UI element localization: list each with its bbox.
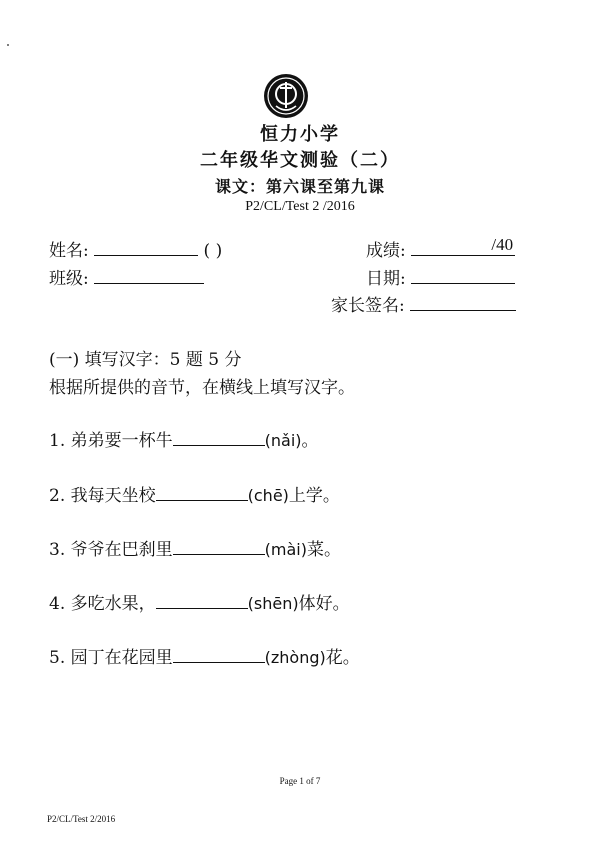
question-text: 我每天坐校 bbox=[70, 486, 156, 506]
lesson-range: 课文：第六课至第九课 bbox=[214, 177, 385, 196]
answer-blank[interactable] bbox=[173, 648, 265, 663]
question-text: 弟弟要一杯牛 bbox=[70, 431, 173, 451]
pinyin-hint: (mài) bbox=[264, 540, 307, 559]
question-text: 多吃水果， bbox=[70, 594, 156, 614]
name-field bbox=[49, 236, 222, 261]
answer-blank[interactable] bbox=[173, 431, 265, 446]
score-blank[interactable] bbox=[411, 235, 515, 256]
pinyin-hint: (shēn) bbox=[247, 594, 299, 613]
name-label: 姓名: bbox=[49, 241, 89, 261]
question-text-after: 菜。 bbox=[306, 540, 341, 560]
school-logo-icon bbox=[262, 72, 310, 120]
pinyin-hint: (nǎi) bbox=[264, 431, 302, 450]
score-label: 成绩: bbox=[366, 241, 406, 261]
class-field bbox=[49, 264, 204, 289]
question-text-after: 。 bbox=[301, 431, 319, 451]
question-2 bbox=[49, 481, 340, 506]
parent-sign-blank[interactable] bbox=[410, 294, 516, 311]
score-total: /40 bbox=[491, 235, 514, 254]
test-code: P2/CL/Test 2 /2016 bbox=[245, 199, 355, 214]
question-text-after: 体好。 bbox=[298, 594, 350, 614]
question-number: 3. bbox=[49, 540, 66, 560]
section-title: (一) 填写汉字：5 题 5 分 bbox=[49, 350, 242, 370]
date-field bbox=[366, 264, 515, 289]
question-4 bbox=[49, 589, 350, 614]
name-blank[interactable] bbox=[94, 239, 198, 256]
page-number: Page 1 of 7 bbox=[279, 776, 321, 786]
date-blank[interactable] bbox=[411, 267, 515, 284]
answer-blank[interactable] bbox=[173, 540, 265, 555]
test-title: 二年级华文测验（二） bbox=[200, 150, 400, 171]
answer-blank[interactable] bbox=[156, 594, 248, 609]
scan-speck bbox=[7, 44, 9, 46]
question-text: 爷爷在巴刹里 bbox=[70, 540, 173, 560]
question-3 bbox=[49, 535, 341, 560]
footer-code: P2/CL/Test 2/2016 bbox=[47, 814, 116, 824]
question-text-after: 花。 bbox=[325, 648, 360, 668]
school-name: 恒力小学 bbox=[260, 124, 340, 145]
question-number: 4. bbox=[49, 594, 66, 614]
question-text-after: 上学。 bbox=[288, 486, 340, 506]
question-text: 园丁在花园里 bbox=[70, 648, 173, 668]
answer-blank[interactable] bbox=[156, 486, 248, 501]
section-instruction: 根据所提供的音节，在横线上填写汉字。 bbox=[49, 378, 355, 398]
question-number: 2. bbox=[49, 486, 66, 506]
score-field bbox=[366, 236, 515, 261]
parent-sign-field bbox=[331, 291, 516, 316]
class-label: 班级: bbox=[49, 269, 89, 289]
pinyin-hint: (zhòng) bbox=[264, 648, 326, 667]
pinyin-hint: (chē) bbox=[247, 486, 289, 505]
question-5 bbox=[49, 643, 360, 668]
question-1 bbox=[49, 426, 319, 451]
class-number-paren: ( ) bbox=[203, 241, 223, 261]
parent-sign-label: 家长签名: bbox=[331, 296, 405, 316]
question-number: 5. bbox=[49, 648, 66, 668]
question-number: 1. bbox=[49, 431, 66, 451]
date-label: 日期: bbox=[366, 269, 406, 289]
class-blank[interactable] bbox=[94, 267, 204, 284]
